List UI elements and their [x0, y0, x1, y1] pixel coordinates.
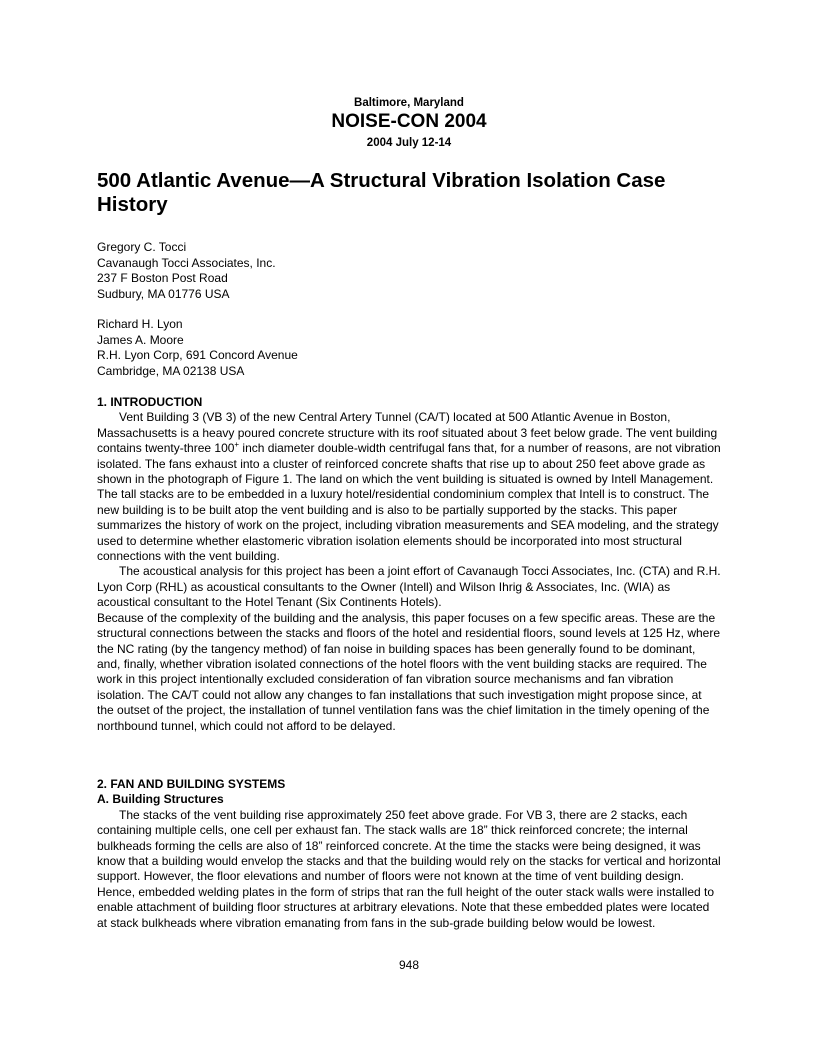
author-block-2 [97, 317, 721, 379]
paragraph-text: inch diameter double-width centrifugal fans that, for a number of reasons, are not vibration isolated. The fans exhaust into a cluster of reinforced concrete shafts that rise up to about 250 feet above grade as shown in the photograph of Figure 1. The land on which the vent building is situated is owned by Intell Management. The tall stacks are to be embedded in a luxury hotel/residential condominium complex that Intell is to construct. The new building is to be built atop the vent building and is also to be partially supported by the stacks. This paper summarizes the history of work on the project, including vibration measurements and SEA modeling, and the strategy used to determine whether elastomeric vibration isolation elements should be incorporated into most structural connections with the vent building. [97, 441, 721, 564]
paragraph [97, 410, 721, 564]
author-name: Gregory C. Tocci [97, 240, 187, 254]
author-address: 237 F Boston Post Road [97, 271, 228, 286]
section-heading: 1. INTRODUCTION [97, 395, 203, 409]
author-block-1 [97, 240, 721, 302]
author-affiliation: R.H. Lyon Corp, 691 Concord Avenue [97, 348, 298, 363]
author-affiliation: Cavanaugh Tocci Associates, Inc. [97, 255, 276, 270]
paragraph: The stacks of the vent building rise approximately 250 feet above grade. For VB 3, there are 2 stacks, each containing multiple cells, one cell per exhaust fan. The stack walls are 18” thick reinforced concrete; the internal bulkheads forming the cells are also of 18” reinforced concrete. At the time the stacks were being designed, it was know that a building would envelop the stacks and that the building would rely on the stacks for vertical and horizontal support. However, the floor elevations and number of floors were not known at the time of vent building design. Hence, embedded welding plates in the form of strips that ran the full height of the outer stack walls were installed to enable attachment of building floor structures at arbitrary elevations. Note that these embedded plates were located at stack bulkheads where vibration emanating from fans in the sub-grade building below would be lowest. [97, 807, 721, 930]
page-number: 948 [398, 958, 420, 972]
subsection-heading: A. Building Structures [97, 792, 224, 807]
author-city: Sudbury, MA 01776 USA [97, 286, 230, 301]
section-fan-building-systems [97, 777, 721, 931]
conference-location: Baltimore, Maryland [354, 97, 464, 109]
paragraph: Because of the complexity of the building and the analysis, this paper focuses on a few specific areas. These are the structural connections between the stacks and floors of the hotel and residential floors, sound levels at 125 Hz, where the NC rating (by the tangency method) of fan noise in building spaces has been generally found to be dominant, and, finally, whether vibration isolated connections of the hotel floors with the vent building stacks are required. The work in this project intentionally excluded consideration of fan vibration source mechanisms and fan vibration isolation. The CA/T could not allow any changes to fan installations that such investigation might propose since, at the outset of the project, the installation of tunnel ventilation fans was the chief limitation in the timely opening of the northbound tunnel, which could not afford to be delayed. [97, 610, 721, 733]
author-city: Cambridge, MA 02138 USA [97, 363, 245, 378]
section-introduction [97, 395, 721, 734]
author-name: Richard H. Lyon [97, 317, 183, 331]
paragraph-text: Vent Building 3 (VB 3) of the new Central Artery Tunnel (CA/T) located at 500 Atlantic Avenue in Boston, Massachusetts is a heavy poured concrete structure with its roof situated about 3 feet below grade. The vent building contains twenty-three 100 [97, 410, 718, 456]
author-name: James A. Moore [97, 332, 184, 347]
paper-title: 500 Atlantic Avenue—A Structural Vibration Isolation Case History [97, 169, 666, 216]
conference-name: NOISE-CON 2004 [331, 111, 487, 132]
section-heading: 2. FAN AND BUILDING SYSTEMS [97, 777, 286, 791]
conference-date: 2004 July 12-14 [366, 137, 452, 149]
superscript: + [234, 440, 240, 450]
paragraph: The acoustical analysis for this project has been a joint effort of Cavanaugh Tocci Associates, Inc. (CTA) and R.H. Lyon Corp (RHL) as acoustical consultants to the Owner (Intell) and Wilson Ihrig & Associates, Inc. (WIA) as acoustical consultant to the Hotel Tenant (Six Continents Hotels). [97, 564, 721, 610]
